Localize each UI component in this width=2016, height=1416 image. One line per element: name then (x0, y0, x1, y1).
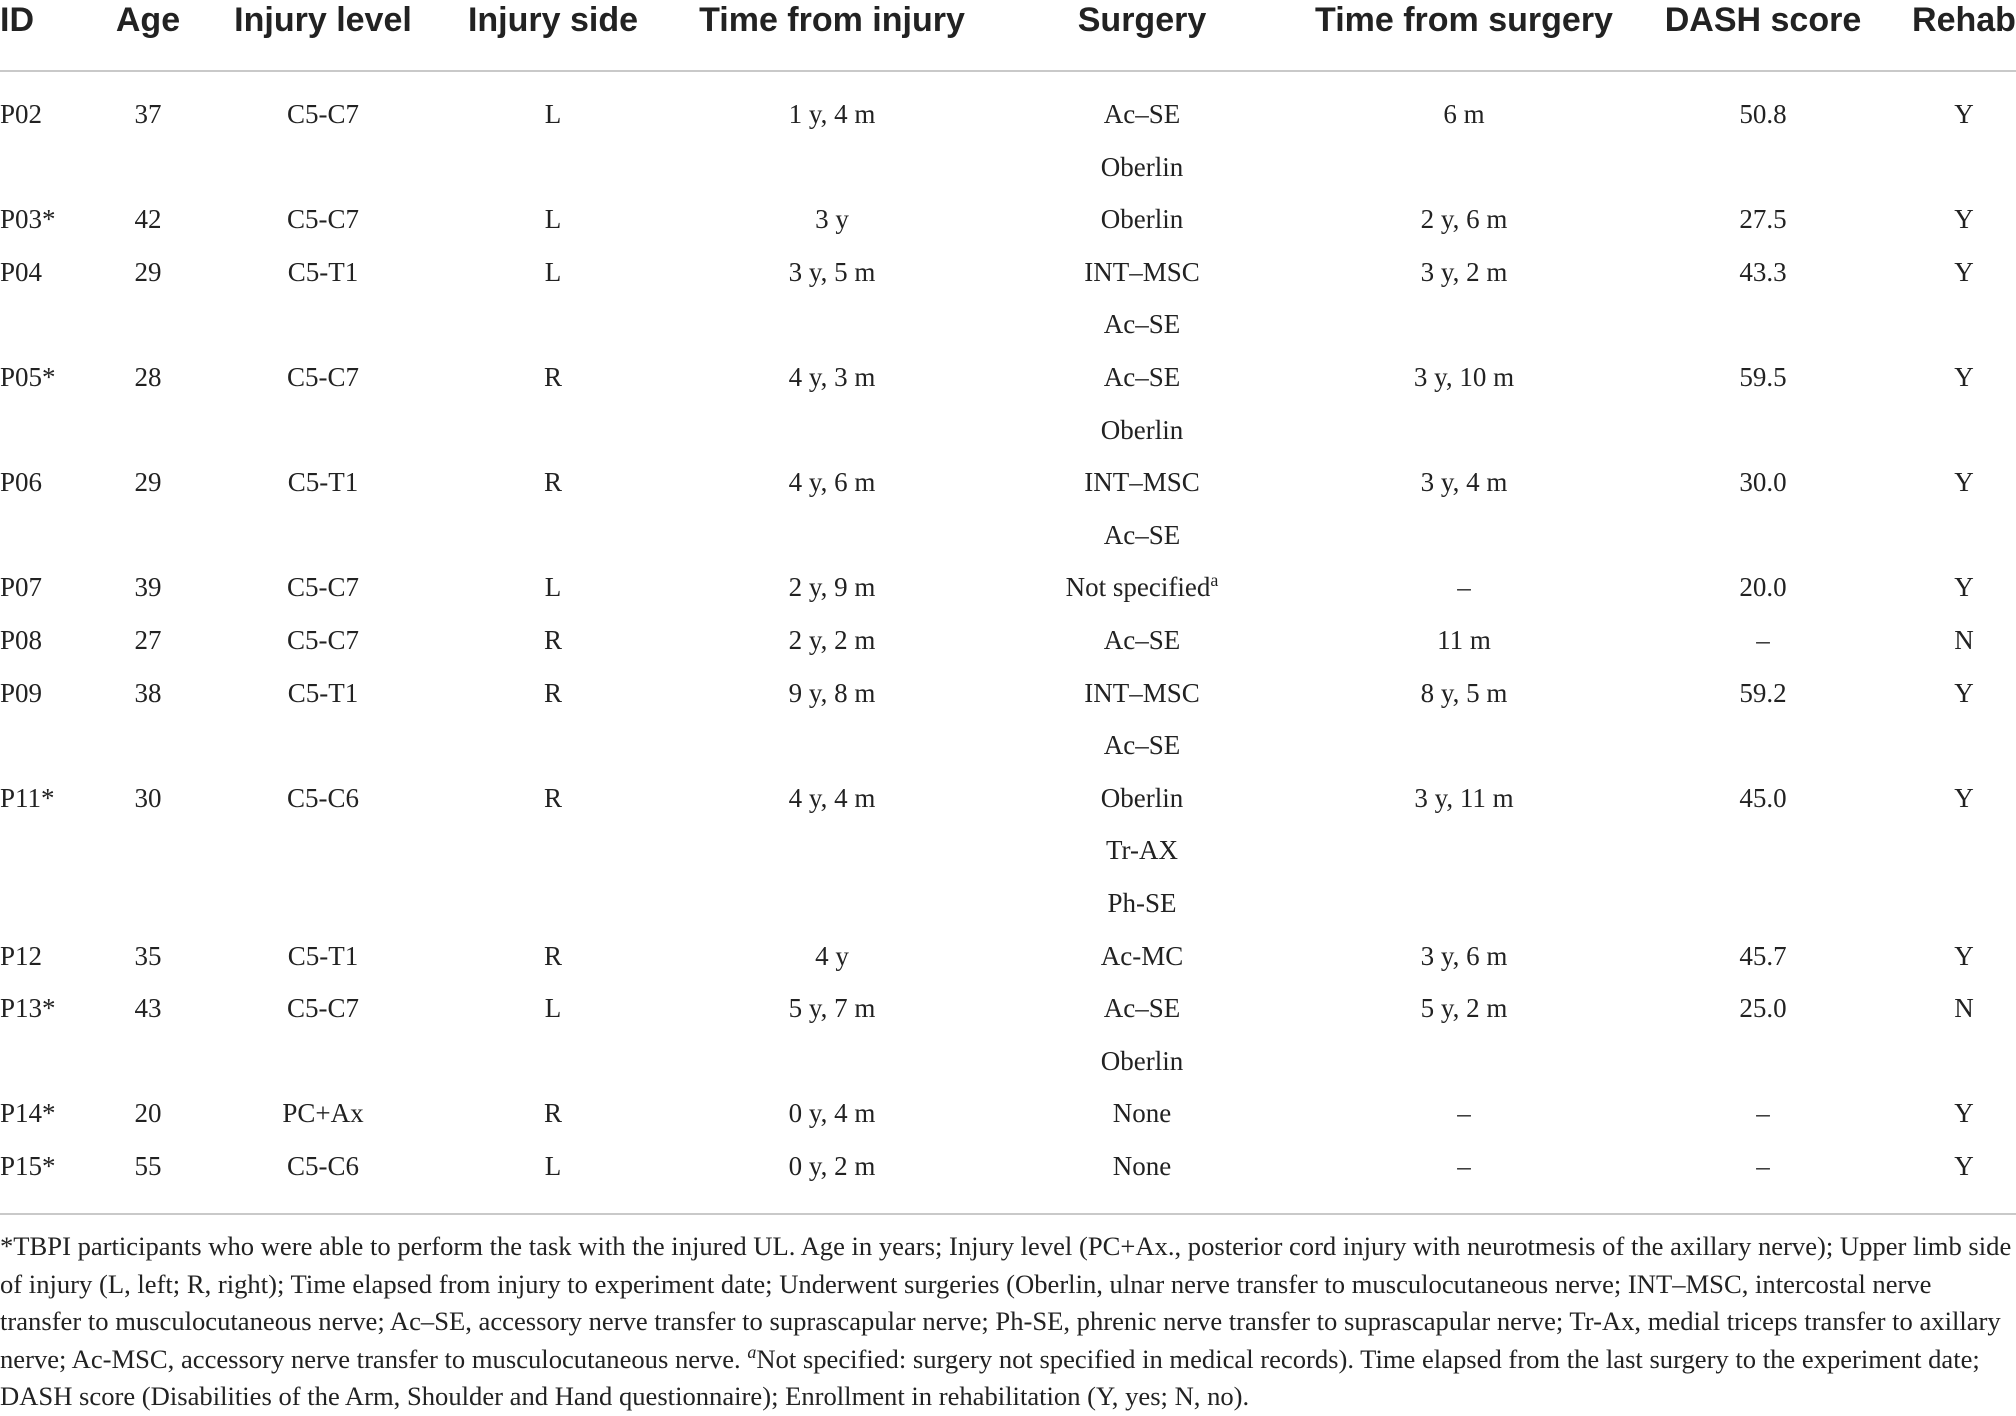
cell-age: 38 (134, 677, 162, 708)
cell-surgery-text: Ac–SE (1103, 993, 1181, 1024)
cell-time-surgery: 3 y, 6 m (1420, 940, 1508, 971)
cell-rehab: N (1954, 625, 1974, 655)
cell-age: 42 (134, 204, 162, 235)
cell-rehab: Y (1954, 467, 1974, 498)
cell-level: C5-C6 (286, 782, 360, 813)
cell-age: 29 (134, 467, 162, 498)
cell-rehab: Y (1954, 940, 1974, 971)
cell-dash: 30.0 (1739, 467, 1787, 498)
cell-time-injury: 3 y (815, 204, 849, 235)
cell-time-surgery: 3 y, 10 m (1413, 362, 1515, 392)
cell-rehab: Y (1954, 677, 1974, 708)
cell-dash: 59.5 (1739, 362, 1787, 392)
cell-side: R (543, 362, 563, 392)
cell-surgery-text: Oberlin (1100, 204, 1184, 235)
cell-time-surgery: 2 y, 6 m (1420, 204, 1508, 235)
cell-id: P09 (0, 677, 43, 708)
cell-age: 43 (134, 993, 162, 1024)
cell-level: C5-C7 (286, 625, 360, 655)
cell-dash: – (1756, 625, 1770, 655)
cell-dash: 59.2 (1739, 677, 1787, 708)
cell-rehab: Y (1954, 256, 1974, 287)
cell-id: P02 (0, 99, 43, 129)
cell-time-surgery: – (1457, 1151, 1471, 1181)
cell-id: P03* (0, 204, 56, 235)
column-header: Injury side (467, 1, 639, 39)
cell-surgery-text: INT–MSC (1084, 256, 1200, 287)
cell-time-injury: 4 y, 3 m (788, 362, 876, 392)
cell-level: C5-C7 (286, 993, 360, 1024)
cell-id: P07 (0, 572, 43, 603)
cell-time-surgery: 3 y, 2 m (1420, 256, 1508, 287)
cell-age: 37 (134, 99, 162, 129)
cell-surgery (1066, 572, 1219, 602)
cell-surgery-text: INT–MSC (1084, 467, 1200, 498)
cell-surgery-text: Oberlin (1100, 414, 1184, 445)
cell-age: 39 (134, 572, 162, 603)
cell-surgery (1113, 1098, 1171, 1128)
cell-surgery-text: Ph-SE (1107, 888, 1177, 918)
cell-dash: 45.7 (1739, 940, 1787, 971)
cell-surgery (1104, 309, 1181, 339)
cell-rehab: Y (1954, 572, 1974, 603)
cell-age: 27 (134, 625, 162, 655)
cell-level: C5-C7 (286, 362, 360, 392)
cell-level: C5-T1 (287, 677, 359, 708)
cell-id: P08 (0, 625, 43, 655)
cell-time-injury: 5 y, 7 m (788, 993, 876, 1024)
cell-surgery (1101, 783, 1183, 813)
cell-time-injury: 2 y, 2 m (788, 625, 876, 655)
cell-side: L (544, 204, 562, 235)
cell-time-injury: 4 y, 4 m (788, 782, 876, 813)
cell-surgery-text: Oberlin (1100, 151, 1184, 182)
cell-surgery (1104, 730, 1181, 760)
cell-age: 29 (134, 256, 162, 287)
cell-rehab: Y (1954, 1151, 1974, 1181)
cell-level: C5-T1 (287, 467, 359, 498)
cell-time-surgery: 3 y, 4 m (1420, 467, 1508, 498)
cell-dash: – (1756, 1151, 1770, 1181)
column-header: Rehab (1912, 1, 2016, 39)
cell-surgery-text: None (1112, 1098, 1172, 1129)
cell-id: P13* (0, 993, 56, 1024)
cell-id: P14* (0, 1098, 56, 1129)
cell-age: 20 (134, 1098, 162, 1129)
column-header: Injury level (234, 1, 412, 39)
cell-surgery (1104, 362, 1181, 392)
cell-rehab: Y (1954, 99, 1974, 129)
cell-surgery-text: Ac–SE (1103, 625, 1181, 655)
cell-surgery-text: Not specified (1065, 572, 1211, 603)
cell-time-injury: 0 y, 2 m (788, 1151, 876, 1181)
cell-time-surgery: – (1457, 572, 1471, 603)
cell-dash: – (1756, 1098, 1770, 1129)
cell-time-surgery: 3 y, 11 m (1414, 782, 1514, 813)
cell-rehab: Y (1954, 782, 1974, 813)
column-header: DASH score (1664, 1, 1862, 39)
cell-time-injury: 0 y, 4 m (788, 1098, 876, 1129)
cell-dash: 50.8 (1739, 99, 1787, 129)
cell-surgery-text: Tr-AX (1106, 835, 1178, 866)
cell-time-injury: 4 y, 6 m (788, 467, 876, 498)
cell-surgery (1107, 888, 1176, 918)
cell-id: P06 (0, 467, 43, 498)
header-rule (0, 70, 2016, 72)
cell-time-surgery: 6 m (1443, 99, 1485, 129)
cell-side: R (543, 467, 563, 498)
cell-rehab: Y (1954, 204, 1974, 235)
cell-surgery (1106, 835, 1178, 865)
cell-surgery-text: Ac–SE (1103, 519, 1181, 550)
cell-surgery (1101, 152, 1183, 182)
column-header: ID (0, 1, 34, 39)
cell-surgery-text: Ac–SE (1103, 309, 1181, 340)
cell-surgery (1101, 415, 1183, 445)
cell-dash: 27.5 (1739, 204, 1787, 235)
cell-surgery-text: Ac–SE (1103, 362, 1181, 392)
cell-surgery (1104, 625, 1181, 655)
cell-time-surgery: 8 y, 5 m (1420, 677, 1508, 708)
cell-surgery (1113, 1151, 1171, 1181)
cell-level: C5-C7 (286, 99, 360, 129)
cell-dash: 43.3 (1739, 256, 1787, 287)
cell-side: R (543, 940, 563, 971)
cell-age: 28 (134, 362, 162, 392)
cell-age: 30 (134, 782, 162, 813)
cell-side: R (543, 625, 563, 655)
cell-level: C5-T1 (287, 256, 359, 287)
cell-surgery-text: None (1112, 1151, 1172, 1181)
cell-time-injury: 1 y, 4 m (788, 99, 876, 129)
cell-side: L (544, 99, 562, 129)
cell-surgery (1101, 941, 1184, 971)
cell-level: C5-C7 (286, 572, 360, 603)
cell-side: R (543, 1098, 563, 1129)
footnote-text-part1: *TBPI participants who were able to perform the task with the injured UL. Age in years; Injury level (PC+Ax., posterior cord injury with neurotmesis of the axillary nerve); Upper limb side of injury (L, left; R, right); Time elapsed from injury to experiment date; Underwent surgeries (Oberlin, ulnar nerve transfer to musculocutaneous nerve; INT–MSC, intercostal nerve transfer to musculocutaneous nerve; Ac–SE, accessory nerve transfer to suprascapular nerve; Ph-SE, phrenic nerve transfer to suprascapular nerve; Tr-Ax, medial triceps transfer to axillary nerve; Ac-MSC, accessory nerve transfer to musculocutaneous nerve. (0, 1231, 2012, 1374)
cell-id: P15* (0, 1151, 56, 1181)
cell-surgery (1104, 993, 1181, 1023)
cell-time-injury: 4 y (815, 940, 849, 971)
cell-level: C5-C7 (286, 204, 360, 235)
cell-time-injury: 9 y, 8 m (788, 677, 876, 708)
cell-level: PC+Ax (282, 1098, 364, 1129)
cell-rehab: N (1954, 993, 1974, 1024)
column-header: Time from surgery (1315, 1, 1613, 39)
cell-side: L (544, 1151, 562, 1181)
cell-dash: 45.0 (1739, 782, 1787, 813)
cell-id: P04 (0, 256, 43, 287)
cell-side: R (543, 677, 563, 708)
cell-side: L (544, 572, 562, 603)
cell-id: P11* (0, 782, 55, 813)
cell-surgery-text: Ac-MC (1100, 940, 1184, 971)
footnote-superscript: a (747, 1341, 757, 1362)
cell-side: R (543, 782, 563, 813)
cell-time-injury: 3 y, 5 m (788, 256, 876, 287)
cell-time-injury: 2 y, 9 m (788, 572, 876, 603)
cell-level: C5-C6 (286, 1151, 360, 1181)
cell-rehab: Y (1954, 362, 1974, 392)
cell-level: C5-T1 (287, 940, 359, 971)
cell-surgery-text: Oberlin (1100, 782, 1184, 813)
cell-age: 55 (134, 1151, 162, 1181)
cell-surgery-text: Ac–SE (1103, 99, 1181, 129)
cell-age: 35 (134, 940, 162, 971)
cell-side: L (544, 256, 562, 287)
cell-surgery (1101, 204, 1183, 234)
cell-surgery (1101, 1046, 1183, 1076)
cell-surgery (1104, 520, 1181, 550)
cell-time-surgery: 5 y, 2 m (1420, 993, 1508, 1024)
cell-id: P05* (0, 362, 56, 392)
surgery-note-marker: a (1210, 570, 1219, 591)
footnote-text-part2: Not specified: surgery not specified in medical records). Time elapsed from the last surgery to the experiment date; DASH score (Disabilities of the Arm, Shoulder and Hand questionnaire); Enrollment in rehabilitation (Y, yes; N, no). (0, 1343, 1980, 1411)
cell-surgery (1104, 99, 1181, 129)
column-header: Surgery (1077, 1, 1207, 39)
cell-time-surgery: 11 m (1437, 625, 1491, 655)
table-bottom-rule (0, 1213, 2016, 1215)
column-header: Age (115, 1, 181, 39)
cell-side: L (544, 993, 562, 1024)
cell-surgery (1084, 257, 1200, 287)
cell-dash: 20.0 (1739, 572, 1787, 603)
cell-surgery-text: Ac–SE (1103, 730, 1181, 761)
cell-id: P12 (0, 940, 43, 971)
cell-dash: 25.0 (1739, 993, 1787, 1024)
table-footnote (0, 1228, 2016, 1416)
cell-surgery-text: Oberlin (1100, 1045, 1184, 1076)
cell-rehab: Y (1954, 1098, 1974, 1129)
cell-surgery (1084, 678, 1200, 708)
cell-surgery (1084, 467, 1200, 497)
cell-surgery-text: INT–MSC (1084, 677, 1200, 708)
cell-time-surgery: – (1457, 1098, 1471, 1129)
column-header: Time from injury (699, 1, 965, 39)
